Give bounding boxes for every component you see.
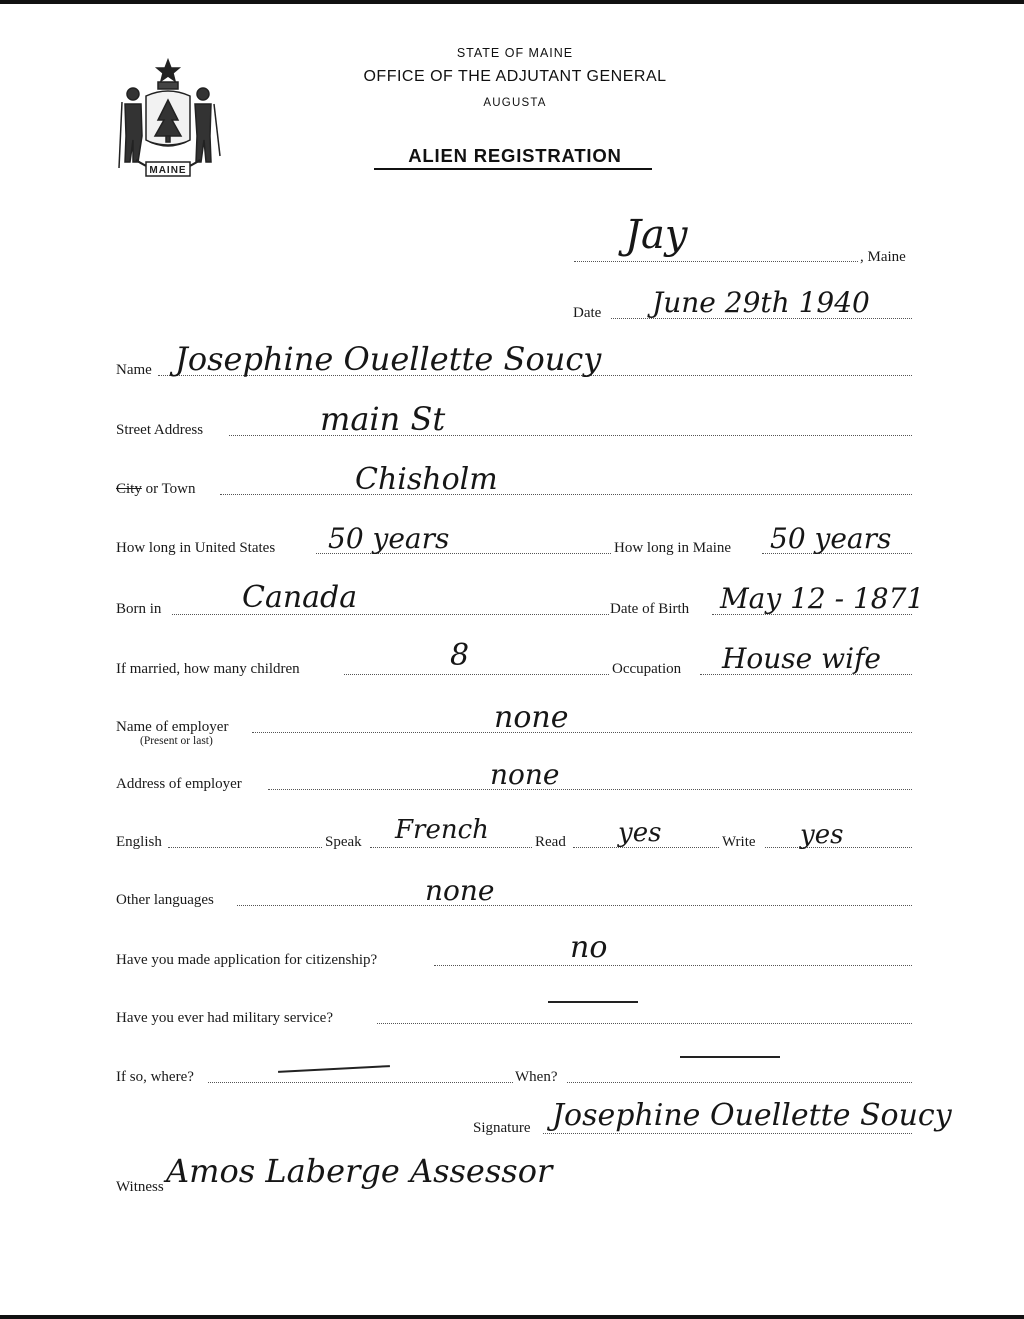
how-long-maine-entry: 50 years — [770, 522, 892, 555]
how-long-us-label: How long in United States — [116, 540, 276, 556]
other-languages-line — [237, 905, 912, 906]
street-address-label: Street Address — [116, 422, 204, 438]
speak-entry: French — [395, 815, 489, 845]
witness-label: Witness — [116, 1179, 164, 1195]
english-label: English — [116, 834, 162, 850]
citizenship-entry: no — [570, 930, 608, 965]
speak-label: Speak — [325, 834, 362, 850]
when-line — [567, 1082, 912, 1083]
english-line — [168, 847, 322, 848]
or-town-text: or Town — [141, 481, 196, 497]
signature-line — [543, 1133, 912, 1134]
town-of-residence-entry: Chisholm — [355, 462, 498, 497]
witness-entry: Amos Laberge Assessor — [166, 1152, 553, 1190]
header-city: AUGUSTA — [483, 97, 547, 109]
read-entry: yes — [618, 818, 662, 848]
date-entry: June 29th 1940 — [652, 286, 870, 319]
employer-name-line — [252, 732, 912, 733]
write-entry: yes — [800, 820, 844, 850]
where-line — [208, 1082, 513, 1083]
scan-border-bottom — [0, 1315, 1024, 1319]
occupation-label: Occupation — [612, 661, 682, 677]
signature-entry: Josephine Ouellette Soucy — [552, 1098, 952, 1133]
read-label: Read — [535, 834, 566, 850]
street-address-entry: main St — [320, 400, 446, 438]
born-in-label: Born in — [116, 601, 162, 617]
military-label: Have you ever had military service? — [116, 1010, 333, 1026]
when-label: When? — [515, 1069, 558, 1085]
other-languages-entry: none — [425, 874, 495, 907]
signature-label: Signature — [473, 1120, 531, 1136]
name-entry: Josephine Ouellette Soucy — [175, 340, 602, 378]
where-dash-mark — [278, 1065, 390, 1073]
header-office: OFFICE OF THE ADJUTANT GENERAL — [363, 68, 667, 85]
seal-banner-text: MAINE — [149, 165, 187, 176]
employer-address-entry: none — [490, 758, 560, 791]
born-in-entry: Canada — [242, 580, 358, 615]
form-title: ALIEN REGISTRATION — [408, 145, 622, 166]
date-of-birth-label: Date of Birth — [610, 601, 690, 617]
occupation-entry: House wife — [722, 642, 882, 675]
header-state: STATE OF MAINE — [456, 46, 574, 60]
citizenship-line — [434, 965, 912, 966]
military-dash-mark — [548, 1001, 638, 1003]
born-in-line — [172, 614, 609, 615]
other-languages-label: Other languages — [116, 892, 214, 908]
when-dash-mark — [680, 1056, 780, 1058]
maine-state-seal-icon — [112, 56, 224, 182]
town-line — [574, 261, 858, 262]
children-entry: 8 — [450, 638, 470, 673]
date-of-birth-entry: May 12 - 1871 — [720, 582, 925, 615]
city-struck-text: City — [116, 481, 142, 497]
where-label: If so, where? — [116, 1069, 194, 1085]
speak-line — [370, 847, 532, 848]
military-line — [377, 1023, 912, 1024]
how-long-maine-label: How long in Maine — [614, 540, 732, 556]
children-line — [344, 674, 609, 675]
children-label: If married, how many children — [116, 661, 300, 677]
title-underline — [374, 168, 652, 170]
write-label: Write — [722, 834, 756, 850]
employer-address-label: Address of employer — [116, 776, 242, 792]
city-or-town-label — [116, 481, 196, 498]
employer-address-line — [268, 789, 912, 790]
name-label: Name — [116, 362, 152, 378]
citizenship-label: Have you made application for citizenship? — [116, 952, 378, 968]
employer-name-entry: none — [494, 700, 569, 735]
how-long-us-entry: 50 years — [328, 522, 450, 555]
date-label: Date — [573, 305, 602, 321]
employer-note: (Present or last) — [140, 735, 213, 747]
maine-label: , Maine — [860, 249, 906, 265]
employer-name-label: Name of employer — [116, 719, 229, 735]
town-of-residence-line — [220, 494, 912, 495]
town-entry: Jay — [625, 212, 688, 258]
scan-border-top — [0, 0, 1024, 4]
